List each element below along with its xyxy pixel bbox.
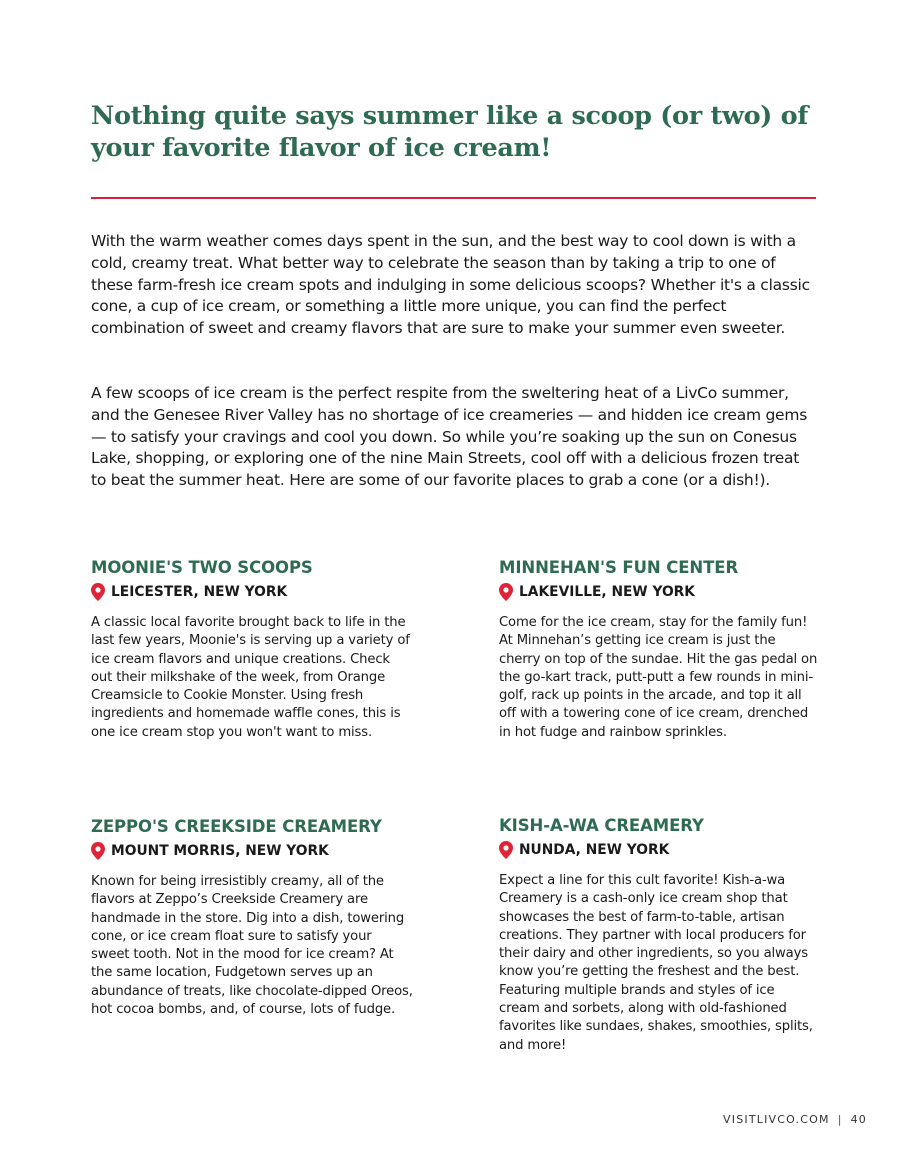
listing-location (91, 842, 413, 860)
listing-location-text: NUNDA, NEW YORK (519, 842, 670, 858)
page-headline: Nothing quite says summer like a scoop (or two) of your favorite flavor of ice cream! (91, 101, 809, 163)
page-number: 40 (850, 1113, 867, 1126)
listing-location-text: MOUNT MORRIS, NEW YORK (111, 843, 329, 859)
listing-name: MINNEHAN'S FUN CENTER (499, 558, 739, 577)
listing-name: KISH-A-WA CREAMERY (499, 816, 704, 835)
listing-location-text: LEICESTER, NEW YORK (111, 584, 288, 600)
listing-description: Known for being irresistibly creamy, all of the flavors at Zeppo’s Creekside Creamery are handmade in the store. Dig into a dish, towering cone, or ice cream float sure to satisfy your sweet tooth. Not in the mood for ice cream? At the same location, Fudgetown serves up an abundance of treats, like chocolate-dipped Oreos, hot cocoa bombs, and, of course, lots of fudge. (91, 874, 413, 1018)
listing-name: MOONIE'S TWO SCOOPS (91, 558, 313, 577)
listing-description: Come for the ice cream, stay for the family fun! At Minnehan’s getting ice cream is just the cherry on top of the sundae. Hit the gas pedal on the go-kart track, putt-putt a few rounds in mini-golf, rack up points in the arcade, and top it all off with a towering cone of ice cream, drenched in hot fudge and rainbow sprinkles. (499, 615, 818, 740)
listing-location (91, 583, 413, 601)
listing-location (499, 583, 819, 601)
map-pin-icon (499, 583, 513, 601)
listing-description: Expect a line for this cult favorite! Kish-a-wa Creamery is a cash-only ice cream shop that showcases the best of farm-to-table, artisan creations. They partner with local producers for their dairy and other ingredients, so you always know you’re getting the freshest and the best. Featuring multiple brands and styles of ice cream and sorbets, along with old-fashioned favorites like sundaes, shakes, smoothies, splits, and more! (499, 873, 813, 1053)
intro-paragraph-2: A few scoops of ice cream is the perfect respite from the sweltering heat of a LivCo summer, and the Genesee River Valley has no shortage of ice creameries — and hidden ice cream gems — to satisfy your cravings and cool you down. So while you’re soaking up the sun on Conesus Lake, shopping, or exploring one of the nine Main Streets, cool off with a delicious frozen treat to beat the summer heat. Here are some of our favorite places to grab a cone (or a dish!). (91, 384, 808, 490)
footer-separator: | (837, 1113, 843, 1126)
listing-moonies (91, 557, 413, 742)
listing-location (499, 841, 819, 859)
map-pin-icon (91, 583, 105, 601)
listing-kishawa (499, 815, 819, 1055)
page-footer (723, 1113, 867, 1126)
footer-site-link[interactable]: VISITLIVCO.COM (723, 1113, 830, 1126)
listing-zeppos (91, 816, 413, 1019)
red-divider (91, 197, 816, 199)
listing-name: ZEPPO'S CREEKSIDE CREAMERY (91, 817, 382, 836)
listing-description: A classic local favorite brought back to life in the last few years, Moonie's is serving up a variety of ice cream flavors and unique creations. Check out their milkshake of the week, from Orange Creamsicle to Cookie Monster. Using fresh ingredients and homemade waffle cones, this is one ice cream stop you won't want to miss. (91, 615, 410, 740)
map-pin-icon (91, 842, 105, 860)
listing-location-text: LAKEVILLE, NEW YORK (519, 584, 695, 600)
map-pin-icon (499, 841, 513, 859)
intro-paragraph-1: With the warm weather comes days spent in the sun, and the best way to cool down is with a cold, creamy treat. What better way to celebrate the season than by taking a trip to one of these farm-fresh ice cream spots and indulging in some delicious scoops? Whether it's a classic cone, a cup of ice cream, or something a little more unique, you can find the perfect combination of sweet and creamy flavors that are sure to make your summer even sweeter. (91, 232, 810, 338)
listing-minnehans (499, 557, 819, 742)
